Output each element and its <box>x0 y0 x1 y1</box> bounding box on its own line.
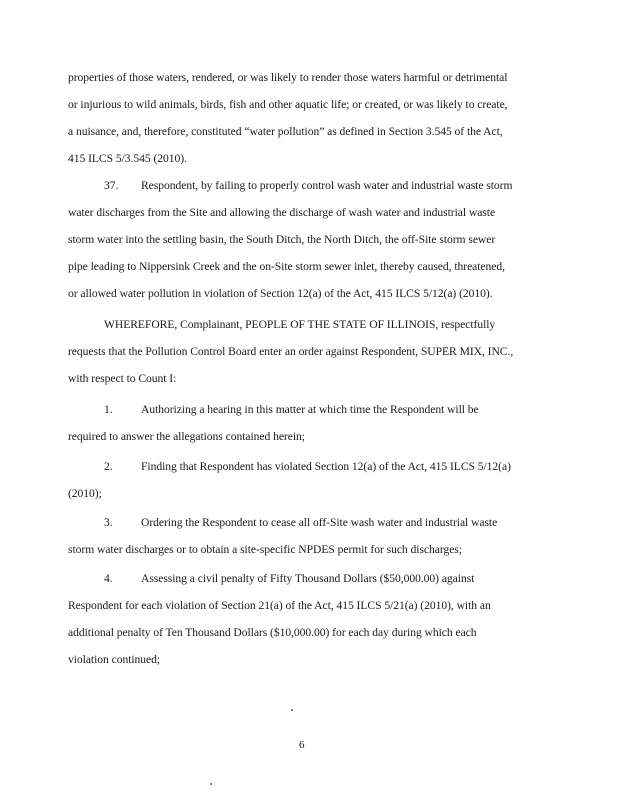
list-number: 3. <box>104 516 113 529</box>
text-line: Authorizing a hearing in this matter at which time the Respondent will be <box>141 403 479 416</box>
text-line: Assessing a civil penalty of Fifty Thousand Dollars ($50,000.00) against <box>141 572 475 585</box>
list-number: 4. <box>104 572 113 585</box>
text-line: (2010); <box>68 487 102 500</box>
text-line: Respondent for each violation of Section 21(a) of the Act, 415 ILCS 5/21(a) (2010), with an <box>68 599 491 612</box>
text-line: with respect to Count I: <box>68 372 177 385</box>
text-line: WHEREFORE, Complainant, PEOPLE OF THE STATE OF ILLINOIS, respectfully <box>104 318 496 331</box>
text-line: storm water into the settling basin, the South Ditch, the North Ditch, the off-Site storm sewer <box>68 233 496 246</box>
scan-speck <box>210 783 212 785</box>
text-line: storm water discharges or to obtain a site-specific NPDES permit for such discharges; <box>68 543 462 556</box>
page-number: 6 <box>299 739 305 751</box>
text-line: required to answer the allegations contained herein; <box>68 430 305 443</box>
paragraph-number: 37. <box>104 179 119 192</box>
text-line: water discharges from the Site and allowing the discharge of wash water and industrial waste <box>68 206 496 219</box>
text-line: additional penalty of Ten Thousand Dollars ($10,000.00) for each day during which each <box>68 626 477 639</box>
text-line: properties of those waters, rendered, or was likely to render those waters harmful or detrimental <box>68 71 508 84</box>
text-line: requests that the Pollution Control Board enter an order against Respondent, SUPER MIX, INC., <box>68 345 514 358</box>
text-line: violation continued; <box>68 653 161 666</box>
text-line: a nuisance, and, therefore, constituted “water pollution” as defined in Section 3.545 of the Act, <box>68 125 503 138</box>
scan-speck <box>291 709 293 711</box>
text-line: Finding that Respondent has violated Section 12(a) of the Act, 415 ILCS 5/12(a) <box>141 460 511 473</box>
text-line: Ordering the Respondent to cease all off-Site wash water and industrial waste <box>141 516 498 529</box>
list-number: 2. <box>104 460 113 473</box>
text-line: pipe leading to Nippersink Creek and the on-Site storm sewer inlet, thereby caused, threatened, <box>68 260 505 273</box>
text-line: Respondent, by failing to properly control wash water and industrial waste storm <box>141 179 513 192</box>
text-line: or injurious to wild animals, birds, fish and other aquatic life; or created, or was likely to create, <box>68 98 508 111</box>
list-number: 1. <box>104 403 113 416</box>
text-line: or allowed water pollution in violation of Section 12(a) of the Act, 415 ILCS 5/12(a) (2010). <box>68 287 493 300</box>
text-line: 415 ILCS 5/3.545 (2010). <box>68 152 187 165</box>
